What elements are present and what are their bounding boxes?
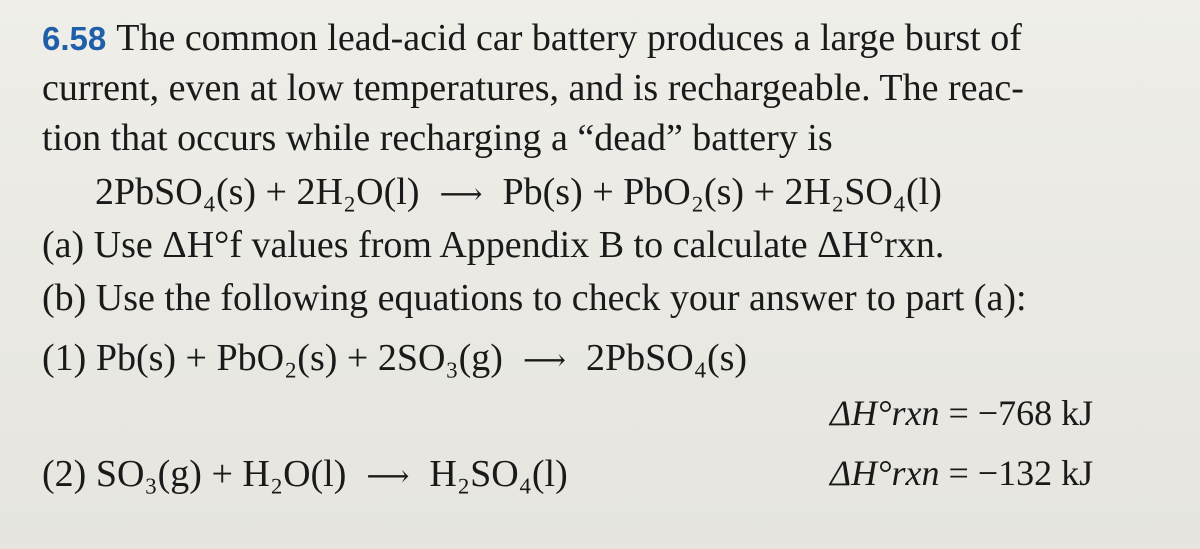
reaction-arrow-icon: ⟶	[366, 460, 410, 493]
part-a: (a) Use ΔH°f values from Appendix B to calculate ΔH°rxn.	[42, 224, 945, 266]
problem-number: 6.58	[42, 20, 107, 57]
equation-2-enthalpy	[830, 452, 1093, 494]
main-reaction-reactants: 2PbSO₄(s) + 2H₂O(l)	[95, 171, 420, 213]
equation-2-products: H₂SO₄(l)	[429, 453, 568, 495]
equation-2-label: (2)	[42, 453, 87, 495]
equation-1-reactants: Pb(s) + PbO₂(s) + 2SO₃(g)	[95, 337, 503, 379]
equation-1-dh-value: = −768 kJ	[948, 393, 1094, 433]
equation-1-enthalpy	[830, 392, 1093, 434]
part-b: (b) Use the following equations to check your answer to part (a):	[42, 277, 1027, 319]
reaction-arrow-icon: ⟶	[522, 344, 566, 377]
equation-2-dh-value: = −132 kJ	[948, 453, 1094, 493]
problem-line-2: current, even at low temperatures, and is rechargeable. The reac-	[42, 67, 1024, 109]
equation-1-products: 2PbSO₄(s)	[585, 337, 748, 379]
problem-text-1: The common lead-acid car battery produces a large burst of	[116, 17, 1022, 59]
reaction-arrow-icon: ⟶	[439, 178, 483, 211]
equation-1-label: (1)	[42, 337, 87, 379]
problem-line-1	[42, 16, 1022, 61]
main-reaction-products: Pb(s) + PbO₂(s) + 2H₂SO₄(l)	[502, 171, 942, 213]
equation-2	[42, 452, 568, 499]
main-reaction	[95, 170, 942, 217]
equation-1	[42, 336, 747, 383]
equation-2-dh-label: ΔH°rxn	[830, 453, 940, 493]
equation-2-reactants: SO₃(g) + H₂O(l)	[95, 453, 347, 495]
problem-line-3: tion that occurs while recharging a “dead” battery is	[42, 117, 833, 159]
equation-1-dh-label: ΔH°rxn	[830, 393, 940, 433]
